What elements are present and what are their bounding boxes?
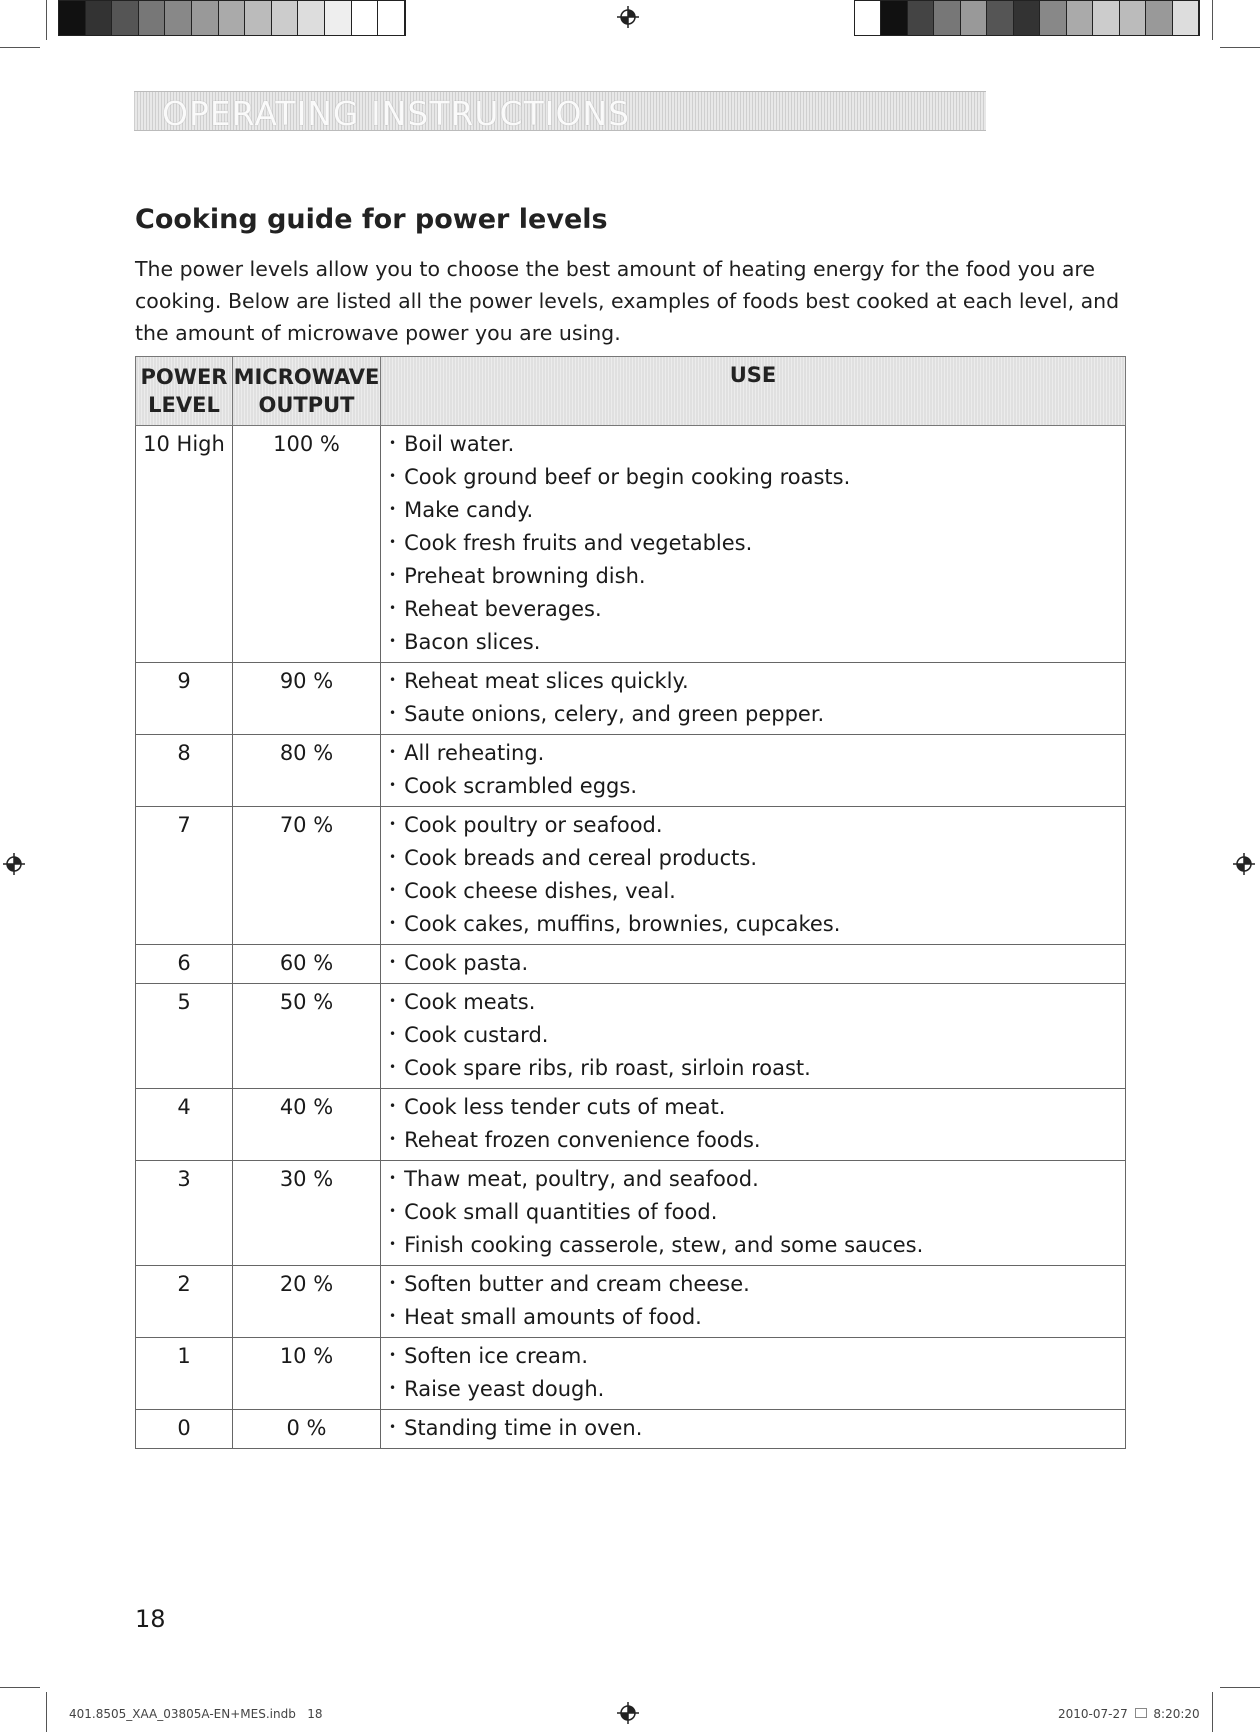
use-item [389, 809, 1125, 842]
use-item [389, 1340, 1125, 1373]
bullet-icon: • [389, 469, 397, 483]
use-text: Thaw meat, poultry, and seafood. [404, 1167, 759, 1191]
use-text: Cook poultry or seafood. [404, 813, 663, 837]
bullet-icon: • [389, 1171, 397, 1185]
use-text: Reheat frozen convenience foods. [404, 1128, 761, 1152]
microwave-output-cell: 0 % [233, 1410, 381, 1449]
use-text: Make candy. [404, 498, 534, 522]
power-level-cell: 10 High [136, 426, 233, 663]
use-item [389, 1301, 1125, 1334]
bullet-icon: • [389, 1027, 397, 1041]
use-item [389, 1052, 1125, 1085]
use-text: Cook less tender cuts of meat. [404, 1095, 726, 1119]
use-item [389, 986, 1125, 1019]
microwave-output-cell: 20 % [233, 1266, 381, 1338]
bullet-icon: • [389, 706, 397, 720]
use-cell [381, 945, 1126, 984]
crop-mark [46, 0, 47, 40]
crop-mark [0, 1687, 40, 1688]
bullet-icon: • [389, 1237, 397, 1251]
table-row [136, 1410, 1126, 1449]
use-item [389, 665, 1125, 698]
use-item [389, 1019, 1125, 1052]
use-cell [381, 1338, 1126, 1410]
table-row [136, 1089, 1126, 1161]
use-text: Cook custard. [404, 1023, 549, 1047]
use-item [389, 527, 1125, 560]
footer-timestamp [1058, 1707, 1200, 1721]
footer-time-marker [1135, 1708, 1147, 1718]
microwave-output-cell: 30 % [233, 1161, 381, 1266]
table-row [136, 1338, 1126, 1410]
table-row [136, 426, 1126, 663]
use-item [389, 770, 1125, 803]
use-text: Cook pasta. [404, 951, 529, 975]
bullet-icon: • [389, 1132, 397, 1146]
banner-text: OPERATING INSTRUCTIONS [162, 94, 631, 133]
use-item [389, 428, 1125, 461]
header-microwave-output: MICROWAVE OUTPUT [233, 357, 381, 426]
use-text: Bacon slices. [404, 630, 541, 654]
use-item [389, 908, 1125, 941]
use-item [389, 1124, 1125, 1157]
use-text: Heat small amounts of food. [404, 1305, 702, 1329]
registration-mark-icon [617, 6, 639, 28]
use-item [389, 1412, 1125, 1445]
use-item [389, 1373, 1125, 1406]
use-item [389, 1091, 1125, 1124]
table-row [136, 945, 1126, 984]
microwave-output-cell: 100 % [233, 426, 381, 663]
bullet-icon: • [389, 1309, 397, 1323]
registration-mark-icon [1233, 853, 1255, 875]
microwave-output-cell: 80 % [233, 735, 381, 807]
section-title: Cooking guide for power levels [135, 204, 608, 235]
table-row [136, 984, 1126, 1089]
use-text: Standing time in oven. [404, 1416, 643, 1440]
microwave-output-cell: 50 % [233, 984, 381, 1089]
bullet-icon: • [389, 1204, 397, 1218]
use-item [389, 494, 1125, 527]
use-text: Cook meats. [404, 990, 536, 1014]
power-level-cell: 2 [136, 1266, 233, 1338]
use-text: Soften ice cream. [404, 1344, 589, 1368]
bullet-icon: • [389, 745, 397, 759]
microwave-output-cell: 10 % [233, 1338, 381, 1410]
bullet-icon: • [389, 817, 397, 831]
use-item [389, 593, 1125, 626]
use-item [389, 875, 1125, 908]
crop-mark [0, 47, 40, 48]
use-cell [381, 807, 1126, 945]
table-row [136, 735, 1126, 807]
use-cell [381, 984, 1126, 1089]
bullet-icon: • [389, 1060, 397, 1074]
table-row [136, 663, 1126, 735]
power-level-table [135, 356, 1126, 1449]
microwave-output-cell: 90 % [233, 663, 381, 735]
use-text: Finish cooking casserole, stew, and some sauces. [404, 1233, 924, 1257]
bullet-icon: • [389, 1276, 397, 1290]
use-text: Saute onions, celery, and green pepper. [404, 702, 825, 726]
use-cell [381, 1161, 1126, 1266]
crop-mark [1212, 0, 1213, 40]
bullet-icon: • [389, 1420, 397, 1434]
bullet-icon: • [389, 883, 397, 897]
use-cell [381, 735, 1126, 807]
bullet-icon: • [389, 634, 397, 648]
bullet-icon: • [389, 850, 397, 864]
use-item [389, 1196, 1125, 1229]
microwave-output-cell: 70 % [233, 807, 381, 945]
use-text: Raise yeast dough. [404, 1377, 605, 1401]
table-body [136, 426, 1126, 1449]
use-text: Cook scrambled eggs. [404, 774, 638, 798]
use-text: Cook breads and cereal products. [404, 846, 758, 870]
power-level-cell: 4 [136, 1089, 233, 1161]
bullet-icon: • [389, 436, 397, 450]
power-level-cell: 9 [136, 663, 233, 735]
use-cell [381, 1266, 1126, 1338]
power-level-cell: 3 [136, 1161, 233, 1266]
bullet-icon: • [389, 1348, 397, 1362]
use-item [389, 1229, 1125, 1262]
registration-mark-icon [617, 1702, 639, 1724]
footer-date: 2010-07-27 [1058, 1707, 1128, 1721]
bullet-icon: • [389, 778, 397, 792]
use-text: Reheat meat slices quickly. [404, 669, 689, 693]
use-item [389, 1163, 1125, 1196]
use-text: All reheating. [404, 741, 545, 765]
use-cell [381, 426, 1126, 663]
use-item [389, 842, 1125, 875]
crop-mark [1220, 1687, 1260, 1688]
crop-mark [1220, 47, 1260, 48]
use-text: Cook small quantities of food. [404, 1200, 718, 1224]
use-text: Cook ground beef or begin cooking roasts. [404, 465, 851, 489]
footer-file-info [69, 1707, 323, 1721]
power-level-cell: 5 [136, 984, 233, 1089]
bullet-icon: • [389, 1381, 397, 1395]
header-use: USE [381, 357, 1126, 426]
intro-paragraph: The power levels allow you to choose the best amount of heating energy for the food you are cooking. Below are listed all the power levels, examples of foods best cooked at each level, and the amount of microwave power you are using. [135, 257, 1120, 345]
use-item [389, 626, 1125, 659]
bullet-icon: • [389, 916, 397, 930]
bullet-icon: • [389, 535, 397, 549]
crop-mark [46, 1692, 47, 1732]
use-cell [381, 663, 1126, 735]
use-text: Cook spare ribs, rib roast, sirloin roast. [404, 1056, 811, 1080]
power-level-cell: 0 [136, 1410, 233, 1449]
registration-mark-icon [3, 853, 25, 875]
power-level-cell: 8 [136, 735, 233, 807]
color-bar-left [58, 0, 406, 36]
bullet-icon: • [389, 502, 397, 516]
use-cell [381, 1089, 1126, 1161]
use-text: Preheat browning dish. [404, 564, 646, 588]
use-text: Cook cakes, muffins, brownies, cupcakes. [404, 912, 841, 936]
power-level-cell: 1 [136, 1338, 233, 1410]
use-text: Cook cheese dishes, veal. [404, 879, 676, 903]
use-text: Soften butter and cream cheese. [404, 1272, 750, 1296]
bullet-icon: • [389, 994, 397, 1008]
crop-mark [1212, 1692, 1213, 1732]
microwave-output-cell: 40 % [233, 1089, 381, 1161]
bullet-icon: • [389, 955, 397, 969]
page-number: 18 [135, 1605, 166, 1633]
bullet-icon: • [389, 673, 397, 687]
header-power-level: POWER LEVEL [136, 357, 233, 426]
color-bar-right [854, 0, 1200, 36]
use-item [389, 1268, 1125, 1301]
bullet-icon: • [389, 1099, 397, 1113]
use-item [389, 461, 1125, 494]
footer-file: 401.8505_XAA_03805A-EN+MES.indb 18 [69, 1707, 323, 1721]
use-text: Boil water. [404, 432, 515, 456]
use-item [389, 560, 1125, 593]
bullet-icon: • [389, 601, 397, 615]
table-row [136, 807, 1126, 945]
table-row [136, 1161, 1126, 1266]
use-item [389, 698, 1125, 731]
use-item [389, 947, 1125, 980]
table-header-row [136, 357, 1126, 426]
table-row [136, 1266, 1126, 1338]
use-item [389, 737, 1125, 770]
use-text: Reheat beverages. [404, 597, 602, 621]
microwave-output-cell: 60 % [233, 945, 381, 984]
use-cell [381, 1410, 1126, 1449]
power-level-cell: 7 [136, 807, 233, 945]
footer-time: 8:20:20 [1153, 1707, 1200, 1721]
use-text: Cook fresh fruits and vegetables. [404, 531, 753, 555]
power-level-cell: 6 [136, 945, 233, 984]
bullet-icon: • [389, 568, 397, 582]
section-banner [134, 91, 986, 131]
